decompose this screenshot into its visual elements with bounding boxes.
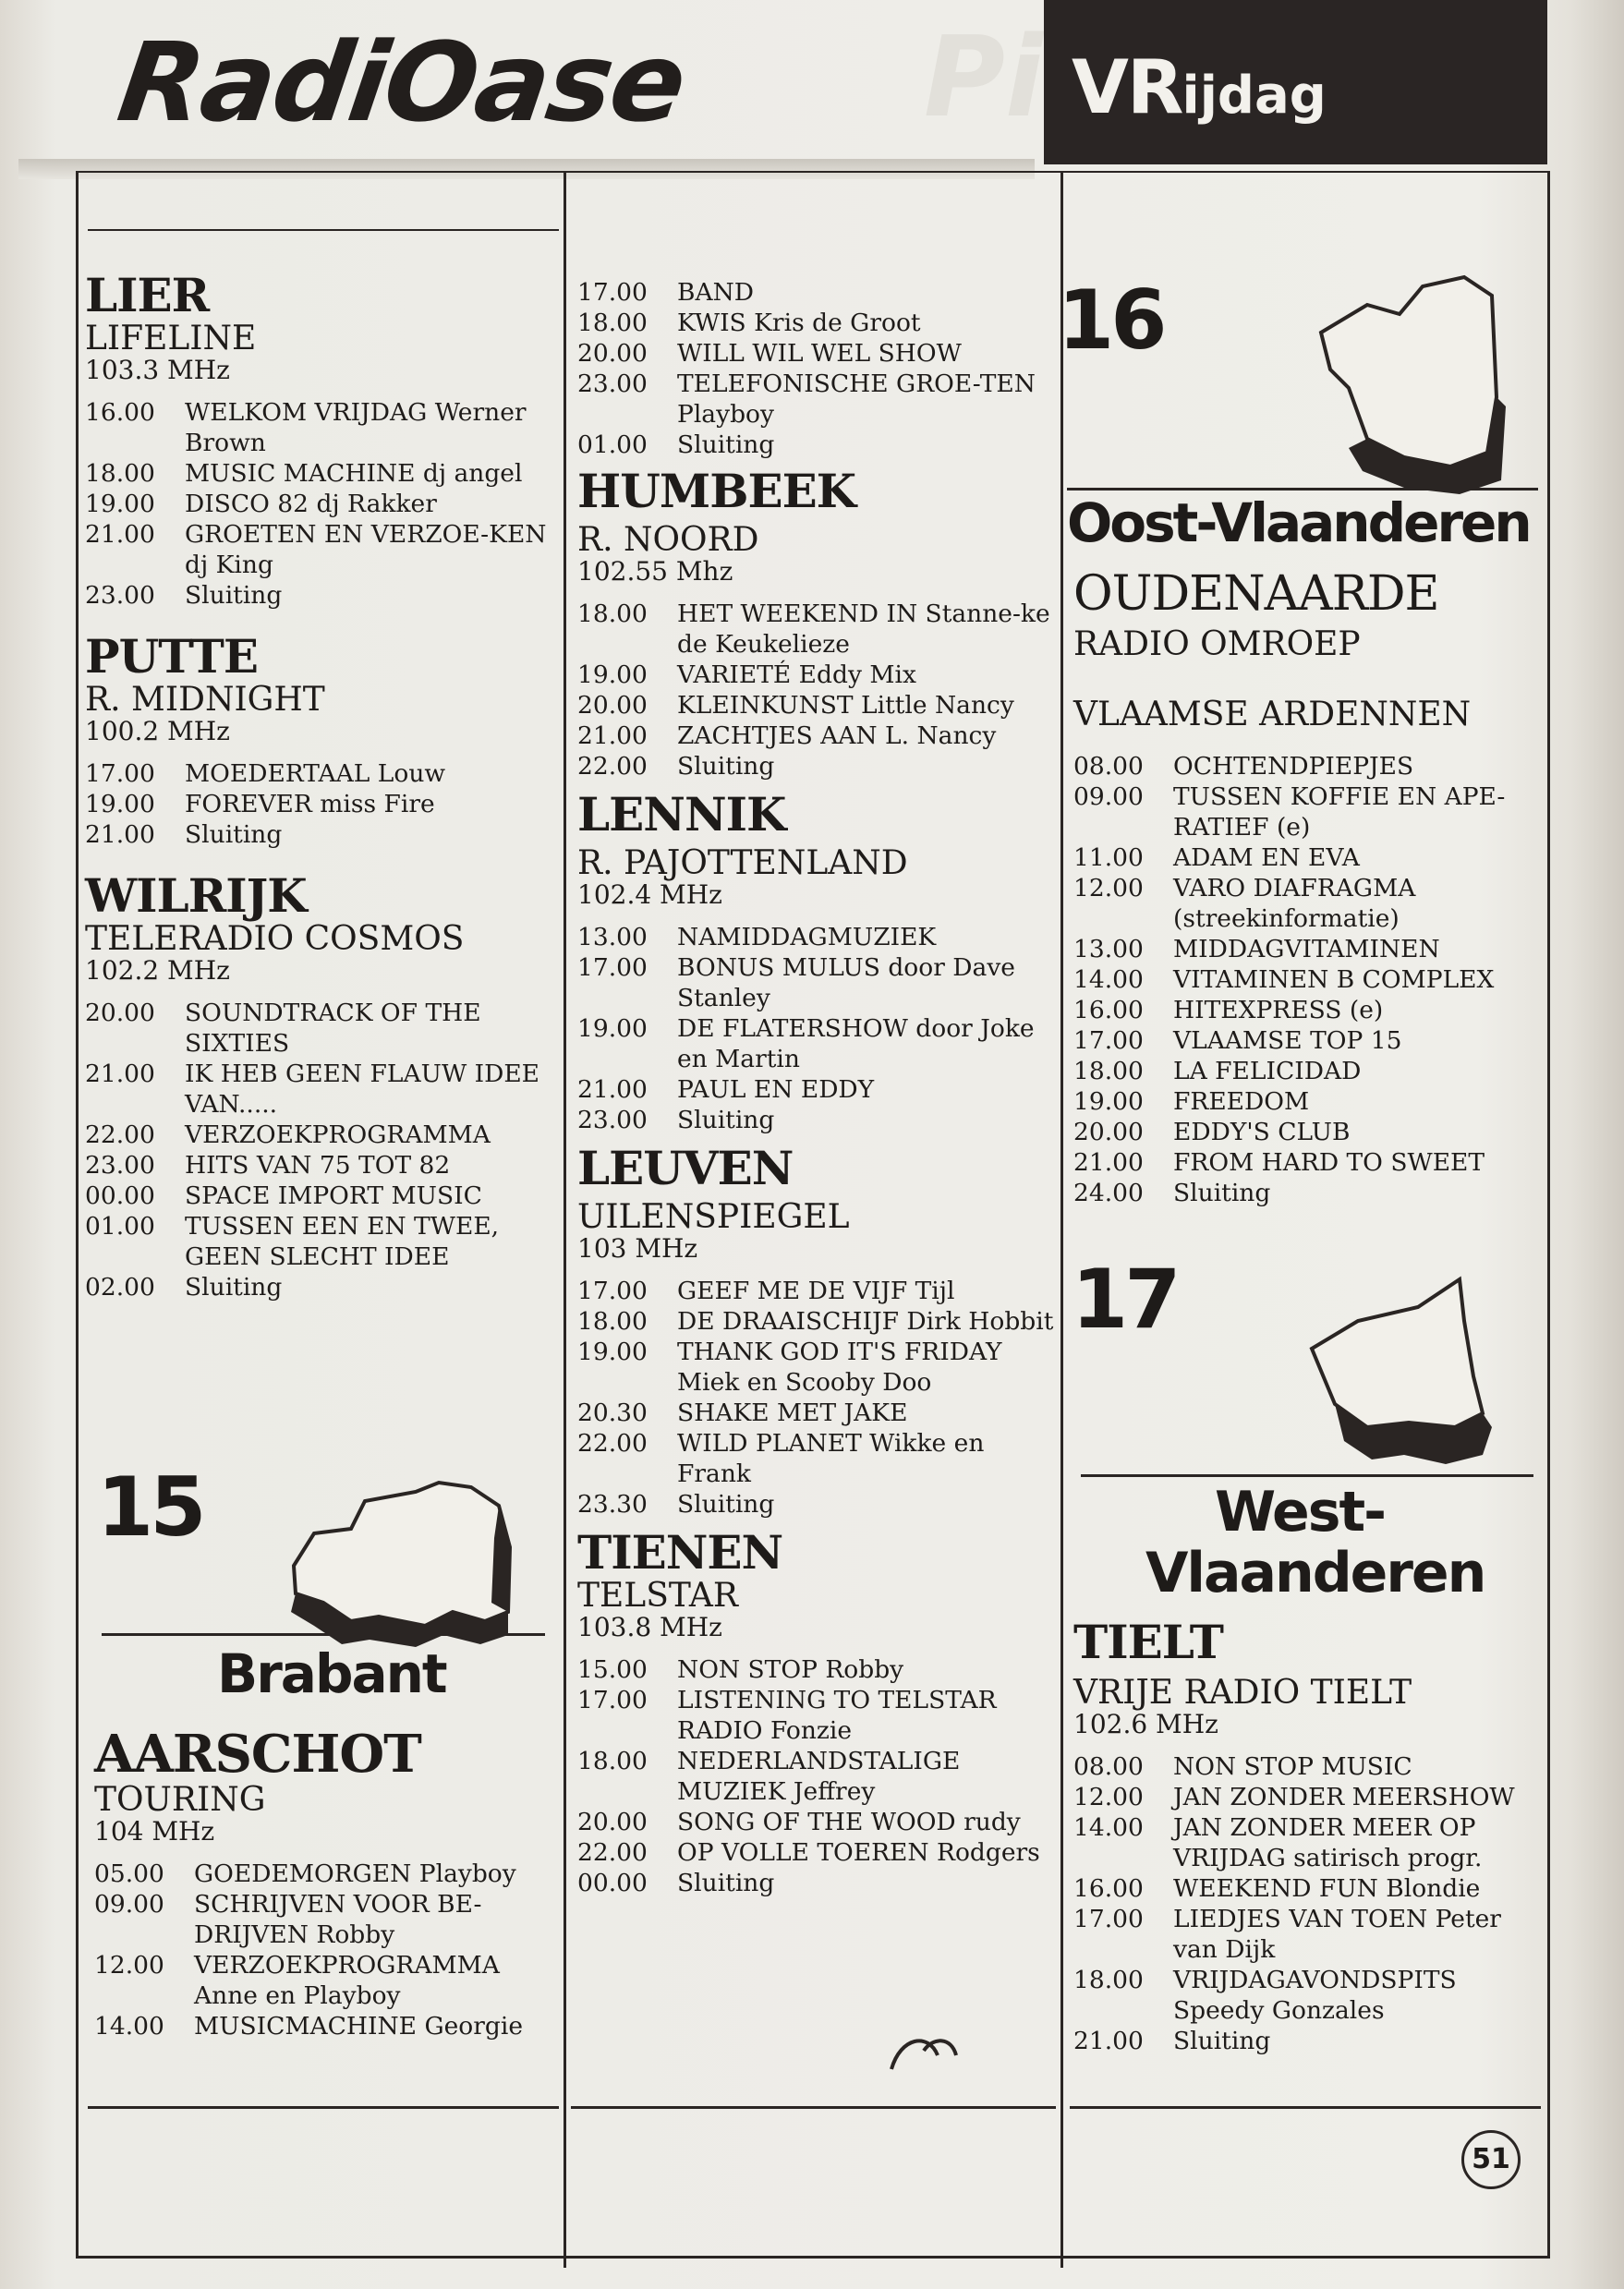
- program-time: 13.00: [1073, 935, 1144, 963]
- program-title: GOEDEMORGEN Playboy: [194, 1859, 516, 1888]
- program-row: [577, 751, 1058, 781]
- station-name: RADIO OMROEP: [1073, 625, 1361, 663]
- program-time: 17.00: [1073, 1026, 1144, 1055]
- program-row: [577, 1837, 1058, 1868]
- program-row: [577, 277, 1058, 308]
- program-title: NON STOP MUSIC: [1173, 1752, 1412, 1781]
- program-title: Sluiting: [185, 1273, 283, 1302]
- region-number-17: 17: [1072, 1252, 1178, 1347]
- program-row: [1073, 1086, 1540, 1117]
- program-time: 23.00: [577, 1106, 648, 1134]
- program-list: [577, 922, 1058, 1135]
- frequency: 103.8 MHz: [577, 1612, 722, 1642]
- program-title: BONUS MULUS door Dave Stanley: [677, 953, 1015, 1012]
- station-tielt: [1073, 1617, 1549, 2056]
- program-row: [85, 758, 561, 789]
- station-leuven: [577, 1143, 1058, 1520]
- program-title: IK HEB GEEN FLAUW IDEE VAN.....: [185, 1060, 540, 1119]
- program-row: [85, 998, 561, 1059]
- frequency: 102.55 Mhz: [577, 556, 733, 587]
- program-time: 12.00: [94, 1951, 164, 1980]
- program-title: NEDERLANDSTALIGE MUZIEK Jeffrey: [677, 1747, 961, 1806]
- program-title: WILL WIL WEL SHOW: [677, 339, 962, 368]
- program-title: FREEDOM: [1173, 1087, 1310, 1116]
- col1-bottom-rule: [88, 2106, 559, 2109]
- program-title: Sluiting: [677, 1106, 775, 1134]
- program-title: VERZOEKPROGRAMMA Anne en Playboy: [194, 1951, 500, 2010]
- program-title: SCHRIJVEN VOOR BE-DRIJVEN Robby: [194, 1890, 482, 1949]
- program-time: 20.00: [577, 691, 648, 720]
- program-time: 16.00: [1073, 1874, 1144, 1903]
- program-title: OP VOLLE TOEREN Rodgers: [677, 1838, 1040, 1867]
- program-time: 15.00: [577, 1655, 648, 1684]
- program-row: [577, 369, 1058, 430]
- program-title: Sluiting: [185, 820, 283, 849]
- brabant-map-icon: [277, 1464, 517, 1649]
- program-title: VARO DIAFRAGMA (streekinformatie): [1173, 874, 1416, 933]
- program-time: 21.00: [577, 721, 648, 750]
- program-time: 21.00: [85, 820, 155, 849]
- station-name: R. PAJOTTENLAND: [577, 844, 908, 882]
- program-row: [1073, 1056, 1540, 1086]
- program-time: 14.00: [1073, 1813, 1144, 1842]
- program-time: 23.00: [85, 1151, 155, 1180]
- program-row: [577, 1746, 1058, 1807]
- program-time: 23.00: [577, 369, 648, 398]
- program-time: 20.00: [577, 339, 648, 368]
- program-list: [1073, 1751, 1549, 2056]
- station-humbeek: [577, 466, 1058, 781]
- program-time: 21.00: [577, 1075, 648, 1104]
- program-row: [1073, 934, 1540, 964]
- program-list: [85, 998, 561, 1302]
- program-row: [85, 1150, 561, 1181]
- program-row: [85, 819, 561, 850]
- program-title: MUSIC MACHINE dj angel: [185, 459, 523, 488]
- program-time: 19.00: [577, 660, 648, 689]
- column-divider-1: [564, 171, 566, 2268]
- program-title: Sluiting: [677, 1869, 775, 1897]
- program-time: 19.00: [577, 1014, 648, 1043]
- program-time: 23.00: [85, 581, 155, 610]
- program-title: Sluiting: [677, 1490, 775, 1519]
- program-row: [85, 1181, 561, 1211]
- program-title: VLAAMSE TOP 15: [1173, 1026, 1402, 1055]
- program-time: 01.00: [577, 430, 648, 459]
- region-number-16: 16: [1058, 272, 1164, 368]
- program-time: 17.00: [577, 1277, 648, 1305]
- program-title: NAMIDDAGMUZIEK: [677, 923, 937, 951]
- program-row: [577, 308, 1058, 338]
- program-title: VRIJDAGAVONDSPITS Speedy Gonzales: [1173, 1966, 1457, 2025]
- program-row: [577, 599, 1058, 660]
- program-list: [577, 599, 1058, 781]
- program-list: [577, 1276, 1058, 1520]
- program-title: DE DRAAISCHIJF Dirk Hobbit: [677, 1307, 1054, 1336]
- west-vlaanderen-rule: [1081, 1474, 1533, 1477]
- program-title: GEEF ME DE VIJF Tijl: [677, 1277, 955, 1305]
- station-name: TELERADIO COSMOS: [85, 920, 465, 958]
- program-time: 21.00: [1073, 1148, 1144, 1177]
- program-row: [577, 1013, 1058, 1074]
- program-row: [1073, 995, 1540, 1025]
- program-time: 11.00: [1073, 843, 1144, 872]
- station-lennik: [577, 789, 1058, 1135]
- program-title: SPACE IMPORT MUSIC: [185, 1181, 482, 1210]
- brabant-rule: [102, 1633, 545, 1636]
- program-row: [1073, 1782, 1549, 1812]
- station-wilrijk: [85, 870, 561, 1302]
- program-list: [94, 1859, 561, 2041]
- program-row: [1073, 964, 1540, 995]
- program-row: [1073, 2026, 1549, 2056]
- program-list: [1073, 751, 1540, 1208]
- program-row: [94, 1950, 561, 2011]
- station-name: UILENSPIEGEL: [577, 1198, 850, 1236]
- program-title: TUSSEN EEN EN TWEE, GEEN SLECHT IDEE: [185, 1212, 500, 1271]
- program-title: HITS VAN 75 TOT 82: [185, 1151, 451, 1180]
- program-row: [85, 580, 561, 611]
- station-oudenaarde: [1073, 568, 1540, 1208]
- program-row: [577, 721, 1058, 751]
- program-row: [577, 1276, 1058, 1306]
- program-time: 22.00: [577, 752, 648, 781]
- program-row: [1073, 1751, 1549, 1782]
- program-row: [577, 338, 1058, 369]
- program-title: Sluiting: [1173, 1179, 1271, 1207]
- program-time: 17.00: [1073, 1905, 1144, 1933]
- program-row: [94, 1859, 561, 1889]
- column-divider-2: [1060, 171, 1063, 2268]
- program-row: [577, 922, 1058, 952]
- program-row: [577, 1398, 1058, 1428]
- program-time: 21.00: [85, 520, 155, 549]
- station-name-2: VLAAMSE ARDENNEN: [1073, 696, 1472, 733]
- city-title: HUMBEEK: [577, 464, 856, 518]
- col2-bottom-rule: [571, 2106, 1056, 2109]
- west-vlaanderen-map-icon: [1307, 1266, 1510, 1487]
- program-time: 18.00: [1073, 1966, 1144, 1994]
- program-row: [1073, 873, 1540, 934]
- station-putte: [85, 631, 561, 850]
- program-row: [85, 519, 561, 580]
- station-name: VRIJE RADIO TIELT: [1073, 1674, 1412, 1712]
- program-row: [577, 1306, 1058, 1337]
- frequency: 103.3 MHz: [85, 355, 230, 385]
- city-title: OUDENAARDE: [1073, 566, 1439, 622]
- program-title: MOEDERTAAL Louw: [185, 759, 446, 788]
- col1-top-rule: [88, 229, 559, 231]
- program-row: [85, 489, 561, 519]
- program-row: [577, 1105, 1058, 1135]
- frequency: 102.4 MHz: [577, 879, 722, 910]
- program-row: [577, 1868, 1058, 1898]
- program-row: [1073, 1178, 1540, 1208]
- program-title: VARIETÉ Eddy Mix: [677, 660, 916, 689]
- frequency: 102.2 MHz: [85, 955, 230, 986]
- program-title: LISTENING TO TELSTAR RADIO Fonzie: [677, 1686, 997, 1745]
- city-title: WILRIJK: [85, 868, 307, 923]
- program-time: 12.00: [1073, 1783, 1144, 1811]
- program-time: 18.00: [85, 459, 155, 488]
- program-row: [577, 1074, 1058, 1105]
- program-title: LA FELICIDAD: [1173, 1057, 1362, 1085]
- program-title: KWIS Kris de Groot: [677, 309, 921, 337]
- program-title: WILD PLANET Wikke en Frank: [677, 1429, 985, 1488]
- city-title: LENNIK: [577, 787, 786, 842]
- program-row: [1073, 1873, 1549, 1904]
- program-row: [1073, 1812, 1549, 1873]
- program-time: 17.00: [85, 759, 155, 788]
- bird-doodle-icon: [887, 2028, 961, 2074]
- program-time: 05.00: [94, 1859, 164, 1888]
- program-time: 14.00: [94, 2012, 164, 2041]
- day-title-small: ijdag: [1182, 66, 1327, 126]
- station-name: TOURING: [94, 1781, 266, 1819]
- program-title: JAN ZONDER MEER OP VRIJDAG satirisch progr.: [1173, 1813, 1483, 1872]
- frequency: 103 MHz: [577, 1233, 698, 1264]
- program-title: VITAMINEN B COMPLEX: [1173, 965, 1495, 994]
- program-time: 17.00: [577, 278, 648, 307]
- program-row: [577, 660, 1058, 690]
- program-row: [85, 1059, 561, 1120]
- region-title-brabant: Brabant: [217, 1642, 446, 1705]
- program-row: [1073, 1904, 1549, 1965]
- city-title: PUTTE: [85, 629, 258, 684]
- program-row: [85, 1272, 561, 1302]
- program-time: 16.00: [1073, 996, 1144, 1024]
- program-time: 20.00: [577, 1808, 648, 1836]
- program-row: [577, 690, 1058, 721]
- program-title: TUSSEN KOFFIE EN APE-RATIEF (e): [1173, 782, 1506, 842]
- city-title: TIENEN: [577, 1525, 783, 1580]
- program-time: 01.00: [85, 1212, 155, 1241]
- program-time: 20.00: [85, 999, 155, 1027]
- city-title: TIELT: [1073, 1615, 1223, 1669]
- column-1: [85, 270, 561, 1302]
- program-list: [85, 397, 561, 611]
- station-name: R. MIDNIGHT: [85, 681, 325, 719]
- program-row: [94, 2011, 561, 2041]
- program-title: Sluiting: [1173, 2027, 1271, 2055]
- program-row: [577, 1489, 1058, 1520]
- day-title: [1072, 44, 1327, 130]
- program-time: 09.00: [1073, 782, 1144, 811]
- program-row: [1073, 1025, 1540, 1056]
- col3-bottom-rule: [1070, 2106, 1541, 2109]
- oost-vlaanderen-rule: [1067, 488, 1538, 490]
- frequency: 102.6 MHz: [1073, 1709, 1218, 1739]
- city-title: LIER: [85, 268, 210, 322]
- region-title-west-line2: Vlaanderen: [1145, 1541, 1485, 1605]
- station-aarschot: [94, 1726, 561, 2041]
- program-title: WEEKEND FUN Blondie: [1173, 1874, 1481, 1903]
- program-row: [577, 1807, 1058, 1837]
- program-time: 22.00: [577, 1429, 648, 1458]
- oost-vlaanderen-map-icon: [1312, 268, 1506, 499]
- program-row: [1073, 781, 1540, 842]
- program-time: 08.00: [1073, 752, 1144, 781]
- program-title: VERZOEKPROGRAMMA: [185, 1120, 491, 1149]
- city-title: AARSCHOT: [94, 1724, 421, 1785]
- program-row: [577, 430, 1058, 460]
- program-row: [1073, 1147, 1540, 1178]
- program-time: 00.00: [577, 1869, 648, 1897]
- program-list: [577, 1654, 1058, 1898]
- program-time: 19.00: [85, 490, 155, 518]
- program-time: 20.00: [1073, 1118, 1144, 1146]
- program-title: LIEDJES VAN TOEN Peter van Dijk: [1173, 1905, 1501, 1964]
- program-title: MIDDAGVITAMINEN: [1173, 935, 1440, 963]
- program-title: NON STOP Robby: [677, 1655, 904, 1684]
- program-title: HITEXPRESS (e): [1173, 996, 1384, 1024]
- program-title: DE FLATERSHOW door Joke en Martin: [677, 1014, 1035, 1073]
- program-title: SOUNDTRACK OF THE SIXTIES: [185, 999, 481, 1058]
- city-title: LEUVEN: [577, 1141, 794, 1195]
- frequency: 100.2 MHz: [85, 716, 230, 746]
- program-time: 00.00: [85, 1181, 155, 1210]
- program-time: 21.00: [1073, 2027, 1144, 2055]
- region-title-oost-vlaanderen: Oost-Vlaanderen: [1067, 491, 1530, 554]
- program-row: [577, 1654, 1058, 1685]
- program-title: ZACHTJES AAN L. Nancy: [677, 721, 997, 750]
- program-title: MUSICMACHINE Georgie: [194, 2012, 524, 2041]
- program-title: THANK GOD IT'S FRIDAY Miek en Scooby Doo: [677, 1338, 1002, 1397]
- region-title-west-line1: West-: [1215, 1480, 1386, 1544]
- program-time: 20.30: [577, 1399, 648, 1427]
- program-title: HET WEEKEND IN Stanne-ke de Keukelieze: [677, 600, 1050, 659]
- program-time: 09.00: [94, 1890, 164, 1919]
- station-name: R. NOORD: [577, 521, 759, 559]
- program-time: 19.00: [577, 1338, 648, 1366]
- program-title: SHAKE MET JAKE: [677, 1399, 908, 1427]
- program-row: [85, 1211, 561, 1272]
- program-time: 13.00: [577, 923, 648, 951]
- program-list-continued: [577, 277, 1058, 460]
- program-time: 18.00: [577, 600, 648, 628]
- day-title-big: VR: [1072, 44, 1182, 130]
- program-title: BAND: [677, 278, 755, 307]
- program-row: [85, 789, 561, 819]
- station-name: TELSTAR: [577, 1577, 739, 1615]
- program-title: FOREVER miss Fire: [185, 790, 435, 818]
- program-row: [577, 1685, 1058, 1746]
- program-row: [85, 1120, 561, 1150]
- program-time: 02.00: [85, 1273, 155, 1302]
- program-time: 21.00: [85, 1060, 155, 1088]
- program-row: [577, 1337, 1058, 1398]
- program-title: Sluiting: [677, 752, 775, 781]
- radioase-logo: RadiOase: [111, 18, 693, 146]
- program-time: 22.00: [85, 1120, 155, 1149]
- station-tienen: [577, 1527, 1058, 1898]
- program-time: 19.00: [1073, 1087, 1144, 1116]
- program-time: 22.00: [577, 1838, 648, 1867]
- program-row: [577, 1428, 1058, 1489]
- program-row: [1073, 751, 1540, 781]
- program-time: 17.00: [577, 1686, 648, 1714]
- program-title: WELKOM VRIJDAG Werner Brown: [185, 398, 527, 457]
- program-title: Sluiting: [185, 581, 283, 610]
- program-title: DISCO 82 dj Rakker: [185, 490, 437, 518]
- region-number-15: 15: [97, 1459, 203, 1555]
- page-number: 51: [1461, 2130, 1521, 2189]
- program-time: 08.00: [1073, 1752, 1144, 1781]
- program-title: OCHTENDPIEPJES: [1173, 752, 1414, 781]
- program-title: SONG OF THE WOOD rudy: [677, 1808, 1021, 1836]
- program-time: 18.00: [577, 1747, 648, 1775]
- program-title: JAN ZONDER MEERSHOW: [1173, 1783, 1515, 1811]
- program-title: PAUL EN EDDY: [677, 1075, 875, 1104]
- program-time: 18.00: [1073, 1057, 1144, 1085]
- station-lier: [85, 270, 561, 611]
- program-row: [577, 952, 1058, 1013]
- program-title: TELEFONISCHE GROE-TEN Playboy: [677, 369, 1036, 429]
- program-row: [1073, 1965, 1549, 2026]
- program-title: GROETEN EN VERZOE-KEN dj King: [185, 520, 547, 579]
- program-time: 24.00: [1073, 1179, 1144, 1207]
- program-time: 17.00: [577, 953, 648, 982]
- frequency: 104 MHz: [94, 1816, 215, 1847]
- station-name: LIFELINE: [85, 320, 257, 357]
- program-time: 14.00: [1073, 965, 1144, 994]
- program-time: 23.30: [577, 1490, 648, 1519]
- program-row: [85, 397, 561, 458]
- program-row: [94, 1889, 561, 1950]
- program-title: FROM HARD TO SWEET: [1173, 1148, 1485, 1177]
- program-time: 12.00: [1073, 874, 1144, 902]
- program-time: 18.00: [577, 1307, 648, 1336]
- background-ghost-mark: Pi: [924, 14, 1044, 142]
- program-time: 19.00: [85, 790, 155, 818]
- program-title: EDDY'S CLUB: [1173, 1118, 1351, 1146]
- program-title: KLEINKUNST Little Nancy: [677, 691, 1014, 720]
- program-title: Sluiting: [677, 430, 775, 459]
- program-time: 18.00: [577, 309, 648, 337]
- program-row: [1073, 842, 1540, 873]
- column-2: [577, 277, 1058, 1898]
- program-list: [85, 758, 561, 850]
- program-row: [85, 458, 561, 489]
- program-time: 16.00: [85, 398, 155, 427]
- program-title: ADAM EN EVA: [1173, 843, 1360, 872]
- program-row: [1073, 1117, 1540, 1147]
